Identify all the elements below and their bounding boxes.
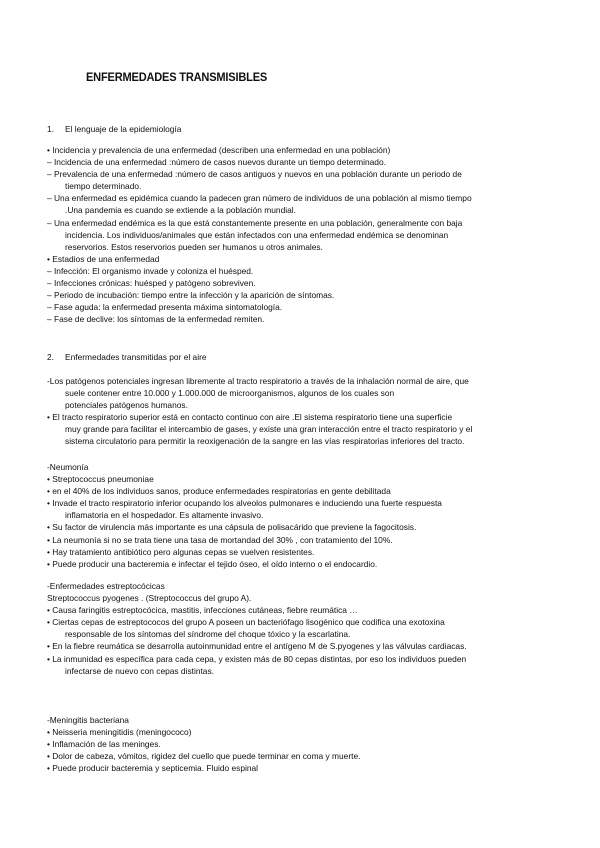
text-line: • Estadios de una enfermedad (47, 253, 160, 264)
meningitis-section (47, 714, 567, 774)
text-line: muy grande para facilitar el intercambio de gases, y existe una gran interacción entre el tracto respiratorio y el (65, 424, 473, 435)
text-line: – Prevalencia de una enfermedad :número de casos antiguos y nuevos en una población durante un periodo de (47, 169, 462, 180)
subsection-heading: -Meningitis bacteriana (47, 715, 129, 725)
text-line: • La inmunidad es específica para cada cepa, y existen más de 80 cepas distintas, por eso los individuos pueden (47, 653, 467, 664)
text-line: • Incidencia y prevalencia de una enfermedad (describen una enfermedad en una población) (47, 145, 391, 155)
text-line: – Una enfermedad endémica es la que está constantemente presente en una población, generalmente con baja (47, 217, 463, 228)
section2-number: 2. (47, 352, 54, 362)
text-line: • Hay tratamiento antibiótico pero algunas cepas se vuelven resistentes. (47, 546, 315, 557)
section2-body (47, 375, 567, 448)
text-line: tiempo determinado. (65, 181, 142, 192)
text-line: reservorios. Estos reservorios pueden ser humanos u otros animales. (65, 241, 323, 252)
text-line: – Periodo de incubación: tiempo entre la infección y la aparición de síntomas. (47, 290, 335, 301)
section1-title: El lenguaje de la epidemiología (65, 124, 182, 134)
section1-body (47, 144, 567, 325)
text-line: • El tracto respiratorio superior está en contacto continuo con aire .El sistema respiratorio tiene una superficie (47, 412, 453, 423)
text-line: sistema circulatorio para permitir la reoxigenación de la sangre en las vías respiratorias inferiores del tracto. (65, 436, 465, 447)
estreptococicas-section (47, 580, 567, 677)
text-line: Streptococcus pyogenes . (Streptococcus del grupo A). (47, 593, 252, 604)
text-line: • Causa faringitis estreptocócica, mastitis, infecciones cutáneas, fiebre reumática … (47, 605, 358, 616)
text-line: • Neisseria meningitidis (meningococo) (47, 727, 192, 738)
text-line: • La neumonía si no se trata tiene una tasa de mortandad del 30% , con tratamiento del 10%. (47, 534, 393, 545)
text-line: .Una pandemia es cuando se extiende a la población mundial. (65, 205, 296, 216)
text-line: inflamatoria en el hospedador. Es altamente invasivo. (65, 510, 264, 521)
text-line: • Streptococcus pneumoniae (47, 474, 154, 485)
text-line: – Infección: El organismo invade y coloniza el huésped. (47, 265, 254, 276)
text-line: incidencia. Los individuos/animales que están infectados con una enfermedad endémica se denominan (65, 229, 449, 240)
section2-heading (47, 351, 207, 363)
text-line: • en el 40% de los individuos sanos, produce enfermedades respiratorias en gente debilitada (47, 486, 391, 497)
text-line: • Su factor de virulencia más importante es una cápsula de polisacárido que previene la fagocitosis. (47, 522, 417, 533)
text-line: • Inflamación de las meninges. (47, 739, 161, 750)
text-line: • Puede producir una bacteremia e infectar el tejido óseo, el oído interno o el endocardio. (47, 558, 378, 569)
text-line: infectarse de nuevo con cepas distintas. (65, 665, 214, 676)
section1-number: 1. (47, 124, 54, 134)
document-title: ENFERMEDADES TRANSMISIBLES (86, 70, 268, 84)
subsection-heading: -Neumonía (47, 462, 89, 472)
text-line: • Dolor de cabeza, vómitos, rigidez del cuello que puede terminar en coma y muerte. (47, 751, 361, 762)
text-line: – Fase de declive: los síntomas de la enfermedad remiten. (47, 314, 265, 325)
subsection-heading: -Enfermedades estreptocócicas (47, 581, 165, 591)
neumonia-section (47, 461, 567, 570)
text-line: • Invade el tracto respiratorio inferior ocupando los alveolos pulmonares e induciendo una fuerte respuesta (47, 498, 442, 509)
text-line: • En la fiebre reumática se desarrolla autoinmunidad entre el antígeno M de S.pyogenes y las válvulas cardiacas. (47, 641, 467, 652)
text-line: responsable de los síntomas del síndrome del choque tóxico y la escarlatina. (65, 629, 351, 640)
text-line: potenciales patógenos humanos. (65, 400, 188, 411)
section2-title: Enfermedades transmitidas por el aire (65, 352, 207, 362)
text-line: – Infecciones crónicas: huésped y patógeno sobreviven. (47, 278, 256, 289)
section1-heading (47, 123, 181, 135)
text-line: – Una enfermedad es epidémica cuando la padecen gran número de individuos de una población al mismo tiempo (47, 193, 472, 204)
text-line: suele contener entre 10.000 y 1.000.000 de microorganismos, algunos de los cuales son (65, 388, 395, 399)
text-line: – Fase aguda: la enfermedad presenta máxima sintomatología. (47, 302, 283, 313)
text-line: -Los patógenos potenciales ingresan libremente al tracto respiratorio a través de la inhalación normal de aire, que (47, 376, 469, 386)
text-line: – Incidencia de una enfermedad :número de casos nuevos durante un tiempo determinado. (47, 157, 386, 168)
text-line: • Puede producir bacteremia y septicemia. Fluido espinal (47, 763, 259, 774)
text-line: • Ciertas cepas de estreptococos del grupo A poseen un bacteriófago lisogénico que codifica una exotoxina (47, 617, 445, 628)
